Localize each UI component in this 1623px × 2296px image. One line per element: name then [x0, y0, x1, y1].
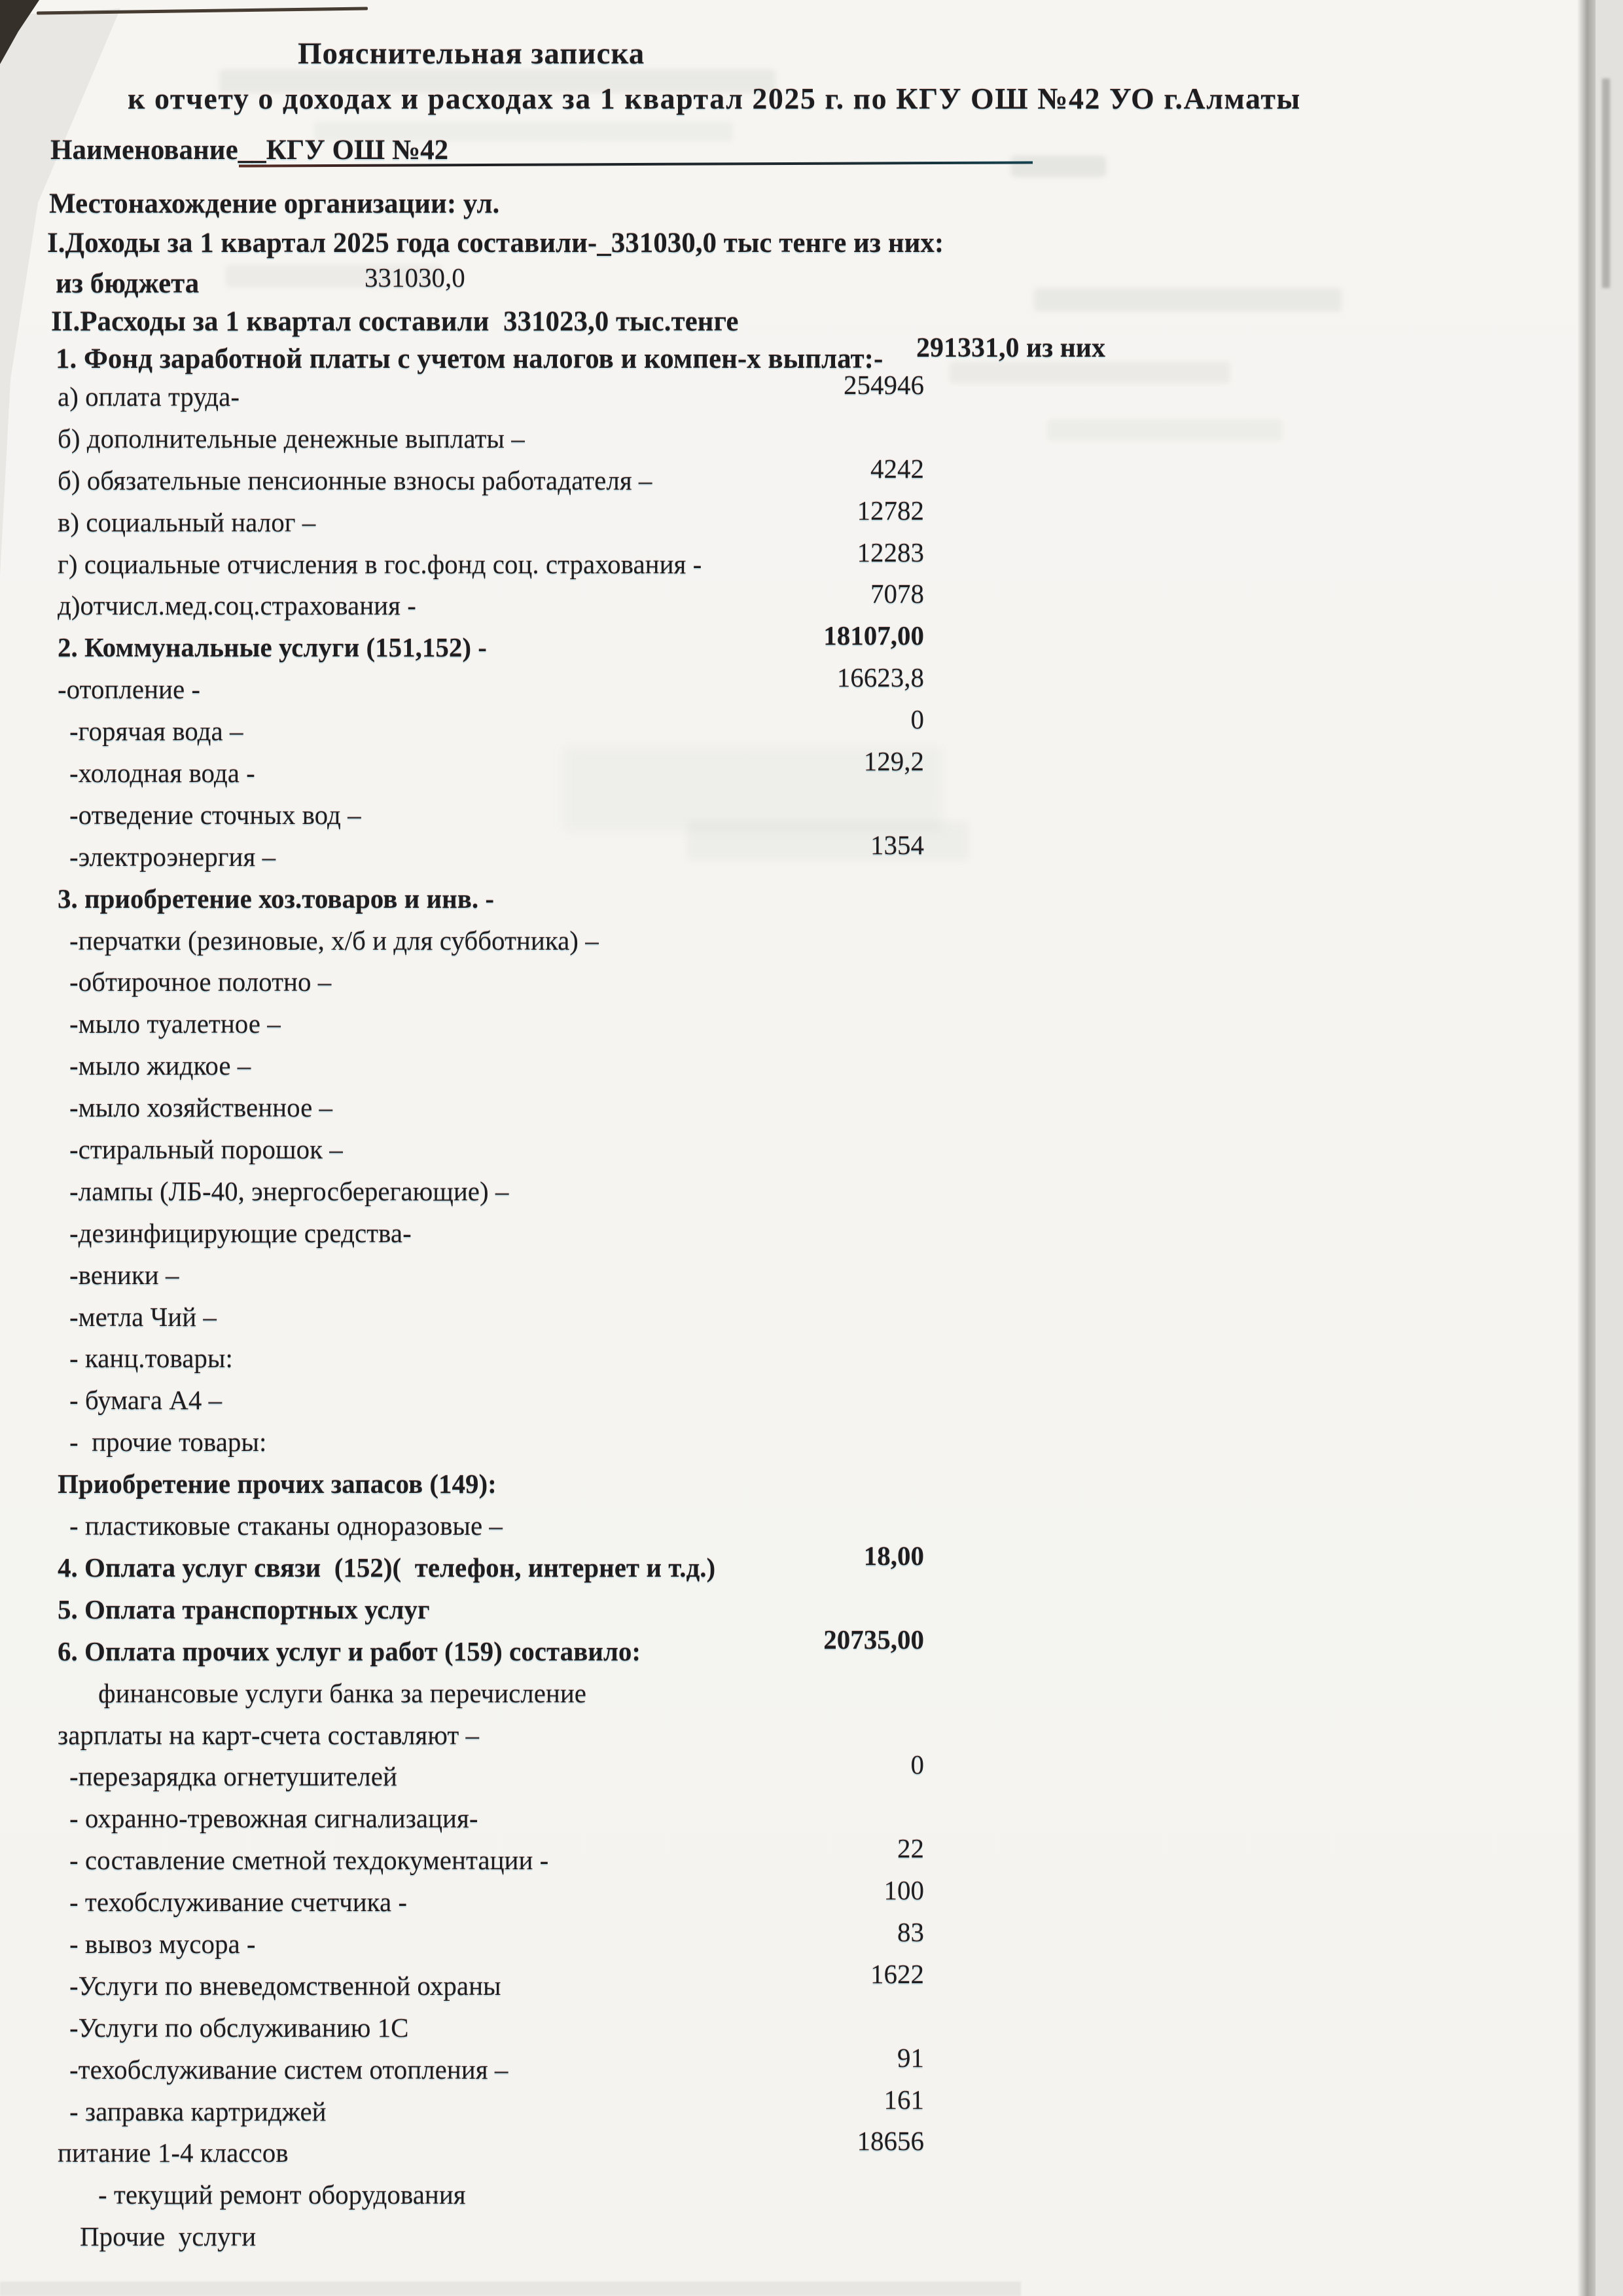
document-title: Пояснительная записка: [298, 37, 645, 71]
row-label: -веники –: [69, 1259, 179, 1290]
row-label: д)отчисл.мед.соц.страхования -: [58, 590, 416, 621]
bleed-through-artifact: [1034, 288, 1342, 312]
report-row: [0, 1417, 1585, 1459]
row-value: 129,2: [863, 746, 924, 777]
row-label: - пластиковые стаканы одноразовые –: [69, 1511, 503, 1541]
report-row: [0, 581, 1585, 622]
report-row: [0, 2003, 1585, 2045]
row-value: 91: [897, 2042, 924, 2073]
report-row: [0, 957, 1585, 999]
row-label: -мыло жидкое –: [69, 1050, 251, 1081]
report-rows: [0, 372, 1585, 2253]
report-row: [0, 1835, 1585, 1877]
report-row: [0, 874, 1585, 916]
payroll-value: 291331,0 из них: [916, 333, 1105, 363]
row-value: 18656: [857, 2126, 924, 2157]
row-label: 5. Оплата транспортных услуг: [58, 1594, 430, 1624]
row-value: 254946: [844, 370, 924, 400]
row-value: 0: [910, 704, 924, 735]
org-name-value: КГУ ОШ №42: [266, 135, 449, 166]
row-label: -дезинфицирующие средства-: [69, 1217, 412, 1248]
org-name-gap: __: [238, 135, 266, 166]
row-value: 18,00: [863, 1540, 924, 1571]
row-label: - техобслуживание счетчика -: [69, 1887, 408, 1918]
row-label: - прочие товары:: [69, 1427, 267, 1458]
row-label: -отопление -: [58, 674, 201, 705]
report-row: [0, 1166, 1585, 1208]
row-label: -стиральный порошок –: [69, 1134, 343, 1165]
report-row: [0, 1292, 1585, 1334]
row-label: -метла Чий –: [69, 1301, 217, 1332]
report-row: [0, 1083, 1585, 1124]
income-line: I.Доходы за 1 квартал 2025 года составили-_331030,0 тыс тенге из них:: [47, 228, 944, 259]
row-label: 4. Оплата услуг связи (152)( телефон, интернет и т.д.): [58, 1552, 716, 1583]
report-row: [0, 2128, 1585, 2170]
row-label: - заправка картриджей: [69, 2096, 327, 2126]
report-row: [0, 497, 1585, 539]
row-label: - составление сметной техдокументации -: [69, 1845, 549, 1876]
row-value: 0: [910, 1749, 924, 1780]
row-label: г) социальные отчисления в гос.фонд соц. страхования -: [58, 548, 702, 579]
report-row: [0, 2212, 1585, 2253]
report-row: [0, 539, 1585, 581]
report-row: [0, 790, 1585, 832]
report-row: [0, 1751, 1585, 1793]
row-label: 6. Оплата прочих услуг и работ (159) составило:: [58, 1636, 641, 1666]
row-label: -отведение сточных вод –: [69, 799, 361, 830]
row-label: а) оплата труда-: [58, 382, 240, 412]
report-row: [0, 1916, 1585, 1961]
row-label: -обтирочное полотно –: [69, 967, 332, 997]
row-label: -перезарядка огнетушителей: [69, 1761, 397, 1792]
budget-value: 331030,0: [365, 262, 465, 293]
document-subtitle: к отчету о доходах и расходах за 1 квартал 2025 г. по КГУ ОШ №42 УО г.Алматы: [128, 82, 1301, 115]
row-label: - текущий ремонт оборудования: [98, 2179, 466, 2210]
scanner-right-smudge: [1602, 79, 1610, 288]
row-label: б) дополнительные денежные выплаты –: [58, 423, 525, 454]
row-label: Прочие услуги: [80, 2221, 257, 2252]
report-row: [0, 2084, 1585, 2128]
report-row: [0, 2042, 1585, 2087]
report-row: [0, 453, 1585, 497]
report-row: [0, 1041, 1585, 1083]
report-row: [0, 1793, 1585, 1835]
row-label: -мыло хозяйственное –: [69, 1092, 333, 1123]
org-name-label: Наименование: [50, 135, 238, 166]
row-label: 3. приобретение хоз.товаров и инв. -: [58, 883, 495, 914]
org-location-line: Местонахождение организации: ул.: [49, 188, 500, 219]
payroll-label: 1. Фонд заработной платы с учетом налогов и компен-х выплат:-: [56, 344, 883, 374]
row-label: - канц.товары:: [69, 1343, 233, 1374]
report-row: [0, 1333, 1585, 1375]
row-label: - охранно-тревожная сигнализация-: [69, 1803, 478, 1834]
report-row: [0, 1459, 1585, 1501]
row-label: -техобслуживание систем отопления –: [69, 2054, 508, 2085]
report-row: [0, 1250, 1585, 1292]
row-value: 1354: [870, 829, 924, 860]
row-label: - бумага А4 –: [69, 1385, 223, 1416]
row-value: 12283: [857, 537, 924, 567]
report-row: [0, 2170, 1585, 2212]
report-row: [0, 1375, 1585, 1417]
report-row: [0, 748, 1585, 790]
row-value: 16623,8: [836, 662, 924, 693]
row-label: -холодная вода -: [69, 758, 255, 789]
page-bottom-edge: [0, 2282, 1021, 2296]
report-row: [0, 1877, 1585, 1919]
bleed-through-artifact: [1011, 156, 1106, 177]
row-value: 100: [883, 1875, 924, 1906]
row-value: 161: [883, 2084, 924, 2115]
report-row: [0, 1958, 1585, 2003]
row-label: -мыло туалетное –: [69, 1009, 281, 1039]
report-row: [0, 1124, 1585, 1166]
report-row: [0, 414, 1585, 456]
report-row: [0, 1585, 1585, 1626]
report-row: [0, 1501, 1585, 1543]
report-row: [0, 999, 1585, 1041]
row-label: 2. Коммунальные услуги (151,152) -: [58, 632, 487, 663]
org-name-line: [50, 134, 448, 166]
row-value: 18107,00: [823, 620, 924, 651]
row-label: -лампы (ЛБ-40, энергосберегающие) –: [69, 1175, 509, 1206]
row-value: 4242: [870, 453, 924, 484]
report-row: [0, 829, 1585, 874]
report-row: [0, 916, 1585, 958]
report-row: [0, 1208, 1585, 1250]
budget-label: из бюджета: [56, 268, 200, 299]
scanner-edge-right-strip: [1596, 0, 1623, 2296]
row-label: -горячая вода –: [69, 716, 243, 747]
row-value: 12782: [857, 495, 924, 526]
row-label: -Услуги по обслуживанию 1С: [69, 2012, 409, 2043]
row-label: - вывоз мусора -: [69, 1928, 256, 1959]
row-label: финансовые услуги банка за перечисление: [98, 1677, 587, 1708]
row-label: питание 1-4 классов: [58, 2138, 289, 2168]
report-row: [0, 664, 1585, 706]
report-row: [0, 1540, 1585, 1585]
row-label: зарплаты на карт-счета составляют –: [58, 1719, 480, 1750]
row-value: 83: [897, 1916, 924, 1947]
report-row: [0, 622, 1585, 664]
report-row: [0, 1626, 1585, 1668]
row-label: Приобретение прочих запасов (149):: [58, 1469, 497, 1499]
row-label: -электроэнергия –: [69, 841, 276, 872]
row-value: 20735,00: [823, 1624, 924, 1655]
row-value: 7078: [870, 579, 924, 609]
row-value: 22: [897, 1833, 924, 1864]
report-row: [0, 372, 1585, 414]
row-label: -Услуги по вневедомственной охраны: [69, 1970, 501, 2001]
row-label: -перчатки (резиновые, х/б и для субботника) –: [69, 925, 599, 956]
report-row: [0, 1710, 1585, 1752]
report-row: [0, 706, 1585, 748]
row-value: 1622: [870, 1958, 924, 1989]
row-label: б) обязательные пенсионные взносы работадателя –: [58, 465, 652, 495]
report-row: [0, 1668, 1585, 1710]
expense-line: II.Расходы за 1 квартал составили 331023,0 тыс.тенге: [51, 306, 739, 337]
row-label: в) социальный налог –: [58, 507, 316, 537]
